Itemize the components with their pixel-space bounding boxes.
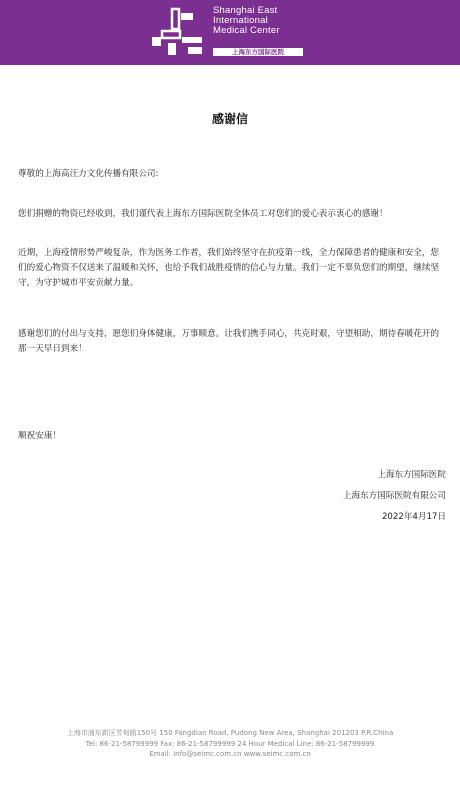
footer-contact: Tel: 86-21-58799999 Fax: 86-21-58799999 24 Hour Medical Line: 86-21-58799999: [85, 739, 375, 748]
hospital-logo-icon: [150, 7, 208, 57]
letter-paragraph-2: 近期，上海疫情形势严峻复杂，作为医务工作者，我们始终坚守在抗疫第一线，全力保障患者的健康和安全，您们的爱心物资不仅送来了温暖和关怀，也给予我们战胜疫情的信心与力量。我们一定不辜负您们的期望，继续坚守，为守护城市平安贡献力量。: [18, 248, 440, 288]
letterhead-banner: [0, 0, 460, 65]
letter-paragraph-1: 您们捐赠的物资已经收到，我们谨代表上海东方国际医院全体员工对您们的爱心表示衷心的感谢！: [18, 209, 388, 219]
letter-title: 感谢信: [211, 112, 248, 126]
logo-line: Medical Center: [213, 25, 280, 36]
logo-line: Shanghai East: [213, 5, 278, 16]
letter-closing: 顺祝安康！: [18, 431, 61, 441]
letter-paragraph-3: 感谢您们的付出与支持，愿您们身体健康，万事顺意。让我们携手同心，共克时艰，守望相助，期待春暖花开的那一天早日到来！: [18, 329, 440, 354]
signature-line-2: 上海东方国际医院有限公司: [342, 491, 446, 501]
footer-address: 上海市浦东新区芳甸路150号 150 Fangdian Road, Pudong New Area, Shanghai 201203 P.R.China: [66, 729, 394, 737]
footer-web: Email: info@seimc.com.cn www.seimc.com.cn: [149, 750, 311, 758]
logo-line: International: [213, 15, 268, 26]
letterhead-footer: [20, 728, 440, 760]
letter-salutation: 尊敬的上海高汪力文化传播有限公司:: [18, 169, 159, 179]
letter-date: 2022年4月17日: [381, 512, 446, 522]
logo-chinese-name: 上海东方国际医院: [213, 48, 303, 56]
hospital-logo-wordmark: [213, 6, 323, 36]
signature-line-1: 上海东方国际医院: [377, 470, 446, 480]
